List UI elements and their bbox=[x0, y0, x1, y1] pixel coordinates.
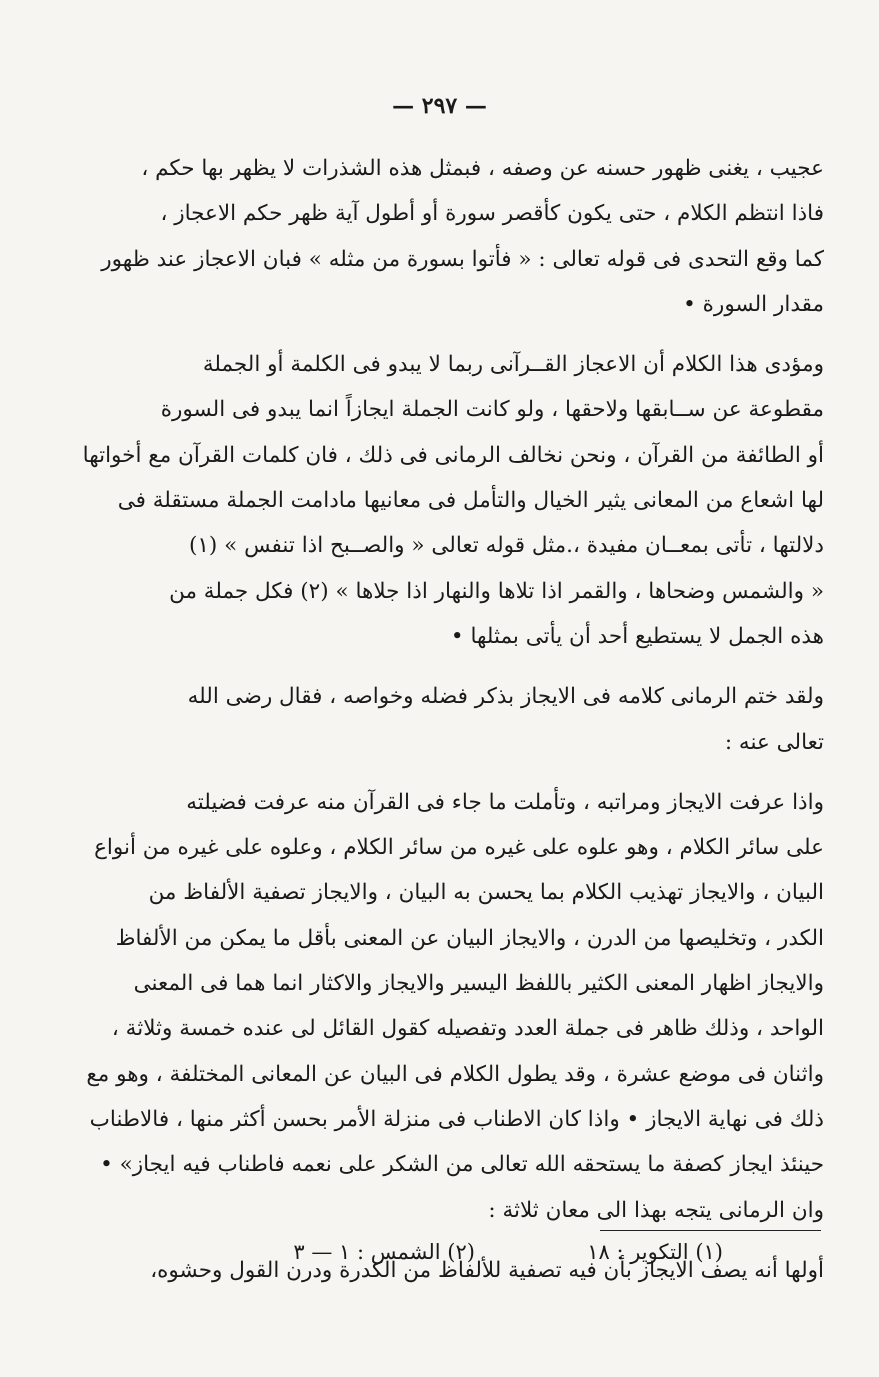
text-line: تعالى عنه : bbox=[724, 729, 824, 755]
footnote-divider bbox=[600, 1230, 821, 1231]
text-line: فاذا انتظم الكلام ، حتى يكون كأقصر سورة أو أطول آية ظهر حكم الاعجاز ، bbox=[160, 201, 824, 227]
text-line: أو الطائفة من القرآن ، ونحن نخالف الرمانى فى ذلك ، فان كلمات القرآن مع أخواتها bbox=[82, 442, 824, 468]
text-line: مقطوعة عن ســابقها ولاحقها ، ولو كانت الجملة ايجازاً انما يبدو فى السورة bbox=[160, 397, 824, 423]
text-line: عجيب ، يغنى ظهور حسنه عن وصفه ، فبمثل هذه الشذرات لا يظهر بها حكم ، bbox=[141, 156, 824, 181]
text-line: هذه الجمل لا يستطيع أحد أن يأتى بمثلها • bbox=[450, 623, 824, 649]
footnote-1: (١) التكوير : ١٨ bbox=[587, 1240, 723, 1264]
text-line: وان الرمانى يتجه بهذا الى معان ثلاثة : bbox=[488, 1197, 824, 1223]
text-line: والايجاز اظهار المعنى الكثير باللفظ اليسير والايجاز والاكثار انما هما فى المعنى bbox=[133, 971, 824, 997]
text-line: الواحد ، وذلك ظاهر فى جملة العدد وتفصيله كقول القائل لى عنده خمسة وثلاثة ، bbox=[111, 1016, 824, 1042]
text-line: الكدر ، وتخليصها من الدرن ، والايجاز البيان عن المعنى بأقل ما يمكن من الألفاظ bbox=[115, 925, 824, 951]
paragraph-3 bbox=[72, 674, 824, 765]
page-number: — ٢٩٧ — bbox=[392, 93, 487, 119]
text-line: ذلك فى نهاية الايجاز • واذا كان الاطناب فى منزلة الأمر بحسن أكثر منها ، فالاطناب bbox=[89, 1106, 824, 1132]
text-line: مقدار السورة • bbox=[683, 291, 824, 317]
text-line: كما وقع التحدى فى قوله تعالى : « فأتوا بسورة من مثله » فبان الاعجاز عند ظهور bbox=[101, 246, 824, 272]
text-line: دلالتها ، تأتى بمعــان مفيدة ،.مثل قوله تعالى « والصــبح اذا تنفس » (١) bbox=[188, 533, 824, 559]
text-line: ولقد ختم الرمانى كلامه فى الايجاز بذكر فضله وخواصه ، فقال رضى الله bbox=[187, 684, 824, 710]
text-line: على سائر الكلام ، وهو علوه على غيره من سائر الكلام ، وعلوه على غيره من أنواع bbox=[94, 835, 824, 861]
paragraph-4-quote bbox=[72, 780, 824, 1233]
footnotes bbox=[0, 1240, 879, 1280]
text-line: البيان ، والايجاز تهذيب الكلام بما يحسن به البيان ، والايجاز تصفية الألفاظ من bbox=[148, 880, 824, 906]
text-line: « والشمس وضحاها ، والقمر اذا تلاها والنهار اذا جلاها » (٢) فكل جملة من bbox=[169, 578, 824, 604]
footnote-2: (٢) الشمس : ١ — ٣ bbox=[293, 1240, 475, 1264]
text-line: حينئذ ايجاز كصفة ما يستحقه الله تعالى من الشكر على نعمه فاطناب فيه ايجاز» • bbox=[100, 1152, 824, 1178]
text-line: واثنان فى موضع عشرة ، وقد يطول الكلام فى البيان عن المعانى المختلفة ، وهو مع bbox=[86, 1061, 824, 1087]
body-text bbox=[72, 146, 824, 1293]
text-line: واذا عرفت الايجاز ومراتبه ، وتأملت ما جاء فى القرآن منه عرفت فضيلته bbox=[186, 789, 824, 815]
paragraph-1 bbox=[72, 146, 824, 327]
text-line: لها اشعاع من المعانى يثير الخيال والتأمل فى معانيها مادامت الجملة مستقلة فى bbox=[117, 488, 824, 514]
paragraph-2 bbox=[72, 342, 824, 659]
text-line: ومؤدى هذا الكلام أن الاعجاز القــرآنى ربما لا يبدو فى الكلمة أو الجملة bbox=[202, 352, 824, 378]
text-line: أولها أنه يصف الايجاز بأن فيه تصفية للألفاظ من الكدرة ودرن القول وحشوه، bbox=[150, 1257, 824, 1283]
